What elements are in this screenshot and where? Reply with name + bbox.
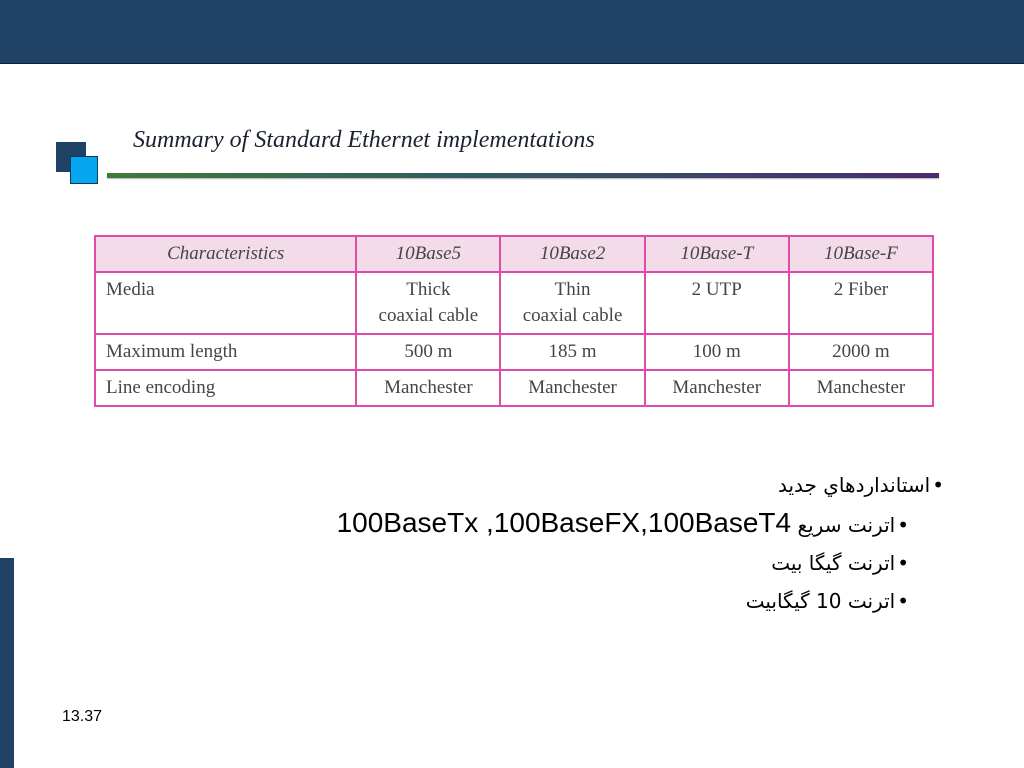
bullet-text: اترنت 10 گيگابيت	[745, 589, 896, 613]
table-header-row	[95, 236, 933, 272]
table-cell: Manchester	[789, 370, 933, 406]
header-10base2: 10Base2	[500, 236, 644, 272]
bullet-sub-item	[184, 504, 909, 544]
header-characteristics: Characteristics	[95, 236, 356, 272]
light-square-shape	[70, 156, 98, 184]
header-10base-f: 10Base-F	[789, 236, 933, 272]
squares-logo-icon	[56, 142, 102, 186]
bullet-text: اترنت سريع	[797, 513, 896, 537]
cell-line: Thin	[554, 279, 591, 300]
header-10base-t: 10Base-T	[645, 236, 789, 272]
table-cell: 2000 m	[789, 334, 933, 370]
cell-line: coaxial cable	[378, 305, 479, 326]
table-row	[95, 272, 933, 334]
bullet-list	[184, 466, 944, 620]
row-label-max-length: Maximum length	[95, 334, 356, 370]
row-label-line-encoding: Line encoding	[95, 370, 356, 406]
bullet-sub-item	[184, 544, 909, 582]
bullet-dot-icon: •	[897, 551, 909, 575]
table-cell	[789, 272, 933, 334]
bullet-dot-icon: •	[897, 513, 909, 537]
bullet-text: استانداردهاي جديد	[777, 473, 931, 497]
bullet-dot-icon: •	[932, 473, 944, 497]
cell-line: Thick	[406, 279, 451, 300]
table-row	[95, 370, 933, 406]
header-10base5: 10Base5	[356, 236, 500, 272]
slide-title: Summary of Standard Ethernet implementations	[133, 127, 595, 153]
table-cell	[645, 272, 789, 334]
table-cell: 500 m	[356, 334, 500, 370]
table-cell: Manchester	[645, 370, 789, 406]
table-cell: Manchester	[500, 370, 644, 406]
table-cell: 100 m	[645, 334, 789, 370]
left-accent-bar	[0, 558, 14, 768]
cell-line: coaxial cable	[522, 305, 623, 326]
bullet-text: اترنت گيگا بيت	[771, 551, 896, 575]
table-row	[95, 334, 933, 370]
table-cell	[356, 272, 500, 334]
bullet-standards-list: 100BaseTx ,100BaseFX,100BaseT4	[336, 507, 792, 538]
bullet-sub-item	[184, 582, 909, 620]
table-cell: 185 m	[500, 334, 644, 370]
top-header-bar	[0, 0, 1024, 64]
row-label-media: Media	[95, 272, 356, 334]
page-number: 13.37	[62, 708, 103, 725]
title-underline	[107, 173, 939, 178]
bullet-main	[184, 466, 944, 504]
cell-line: 2 Fiber	[833, 279, 889, 300]
ethernet-summary-table	[94, 235, 934, 407]
table-cell: Manchester	[356, 370, 500, 406]
table-cell	[500, 272, 644, 334]
cell-line: 2 UTP	[691, 279, 742, 300]
bullet-dot-icon: •	[897, 589, 909, 613]
